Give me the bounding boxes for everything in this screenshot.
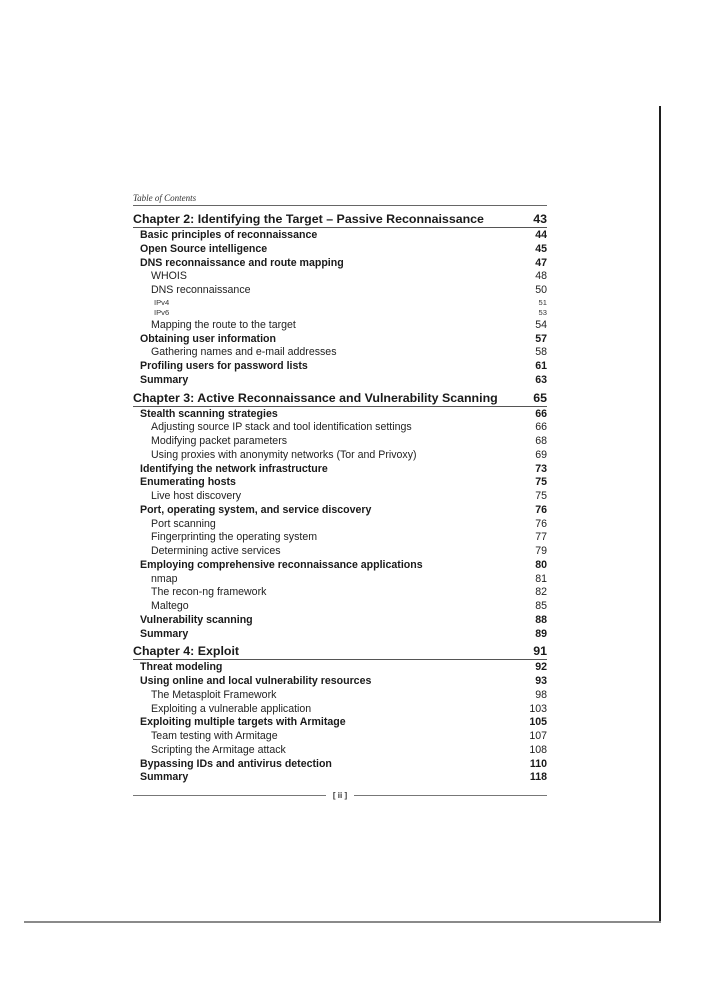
toc-entry-page: 47: [535, 256, 547, 269]
toc-entry-title: Summary: [140, 627, 189, 640]
toc-entry-page: 81: [535, 572, 547, 585]
toc-section[interactable]: [133, 476, 547, 490]
toc-subsection[interactable]: [133, 319, 547, 333]
toc-entry-title: Scripting the Armitage attack: [151, 743, 286, 756]
toc-section[interactable]: [133, 360, 547, 374]
toc-entry-title: WHOIS: [151, 270, 187, 283]
toc-entry-page: 48: [535, 270, 547, 283]
toc-subsection[interactable]: [133, 703, 547, 717]
toc-chapter-heading[interactable]: [133, 211, 547, 228]
toc-section[interactable]: [133, 408, 547, 422]
toc-subsection[interactable]: [133, 531, 547, 545]
toc-subsection[interactable]: [133, 421, 547, 435]
toc-section[interactable]: [133, 257, 547, 271]
toc-section[interactable]: [133, 675, 547, 689]
toc-entry-page: 110: [529, 757, 547, 770]
toc-entry-title: Stealth scanning strategies: [140, 407, 278, 420]
toc-subsection[interactable]: [133, 518, 547, 532]
toc-subsection[interactable]: [133, 490, 547, 504]
toc-entry-page: 66: [535, 407, 547, 420]
page-number: [ ii ]: [332, 790, 348, 800]
toc-entry-page: 76: [535, 517, 547, 530]
toc-subsection[interactable]: [133, 689, 547, 703]
toc-subsection[interactable]: [133, 573, 547, 587]
toc-entry-page: 108: [529, 743, 547, 756]
toc-entry-title: Gathering names and e-mail addresses: [151, 346, 337, 359]
toc-section[interactable]: [133, 628, 547, 642]
toc-entry-title: The recon-ng framework: [151, 586, 267, 599]
toc-entry-page: 68: [535, 435, 547, 447]
page-edge-right: [659, 106, 661, 923]
toc-entry-title: Chapter 3: Active Reconnaissance and Vulnerability Scanning: [133, 390, 498, 405]
toc-section[interactable]: [133, 229, 547, 243]
toc-entry-title: Threat modeling: [140, 661, 223, 674]
toc-entry-title: Team testing with Armitage: [151, 730, 278, 742]
toc-entry-title: Using online and local vulnerability resources: [140, 675, 372, 687]
toc-subsection[interactable]: [133, 346, 547, 360]
toc-entry-page: 53: [538, 308, 547, 318]
toc-entry-page: 54: [535, 318, 547, 331]
toc-subsection[interactable]: [133, 586, 547, 600]
toc-entry-title: Summary: [140, 771, 189, 784]
toc-entry-page: 105: [529, 716, 547, 729]
toc-section[interactable]: [133, 614, 547, 628]
toc-section[interactable]: [133, 504, 547, 518]
toc-section[interactable]: [133, 771, 547, 785]
toc-section[interactable]: [133, 243, 547, 257]
toc-entry-title: Mapping the route to the target: [151, 318, 296, 331]
toc-entry-page: 103: [529, 702, 547, 715]
toc-entry-page: 51: [538, 297, 547, 307]
toc-entry-page: 57: [535, 332, 547, 345]
toc-section[interactable]: [133, 716, 547, 730]
toc-chapter-heading[interactable]: [133, 390, 547, 407]
toc-entry-page: 44: [535, 229, 547, 241]
toc-entry-title: Enumerating hosts: [140, 476, 236, 489]
toc-entry-page: 85: [535, 600, 547, 612]
toc-entry-page: 89: [535, 627, 547, 640]
toc-section[interactable]: [133, 559, 547, 573]
toc-entry-page: 98: [535, 688, 547, 701]
toc-entry-page: 61: [535, 360, 547, 372]
toc-entry-title: Employing comprehensive reconnaissance applications: [140, 558, 423, 571]
toc-entry-title: Bypassing IDs and antivirus detection: [140, 757, 332, 770]
toc-entry-title: DNS reconnaissance and route mapping: [140, 256, 344, 269]
toc-entry-title: IPv6: [154, 308, 170, 318]
toc-section[interactable]: [133, 463, 547, 477]
toc-entry-title: Determining active services: [151, 545, 281, 557]
toc-entry-page: 58: [535, 346, 547, 359]
toc-section[interactable]: [133, 333, 547, 347]
page-footer: [133, 789, 547, 801]
toc-subsection[interactable]: [133, 270, 547, 284]
toc-entry-title: Open Source intelligence: [140, 242, 268, 255]
page-edge-bottom: [24, 921, 661, 923]
toc-entry-page: 79: [535, 545, 547, 557]
toc-entry-title: Maltego: [151, 600, 189, 612]
toc-entry-page: 75: [535, 490, 547, 502]
toc-entry-page: 80: [535, 558, 547, 571]
toc-entry-page: 63: [535, 373, 547, 386]
toc-list: [133, 211, 547, 785]
toc-entry-title: Obtaining user information: [140, 332, 276, 345]
toc-subsection[interactable]: [133, 600, 547, 614]
toc-entry-title: Chapter 4: Exploit: [133, 644, 240, 659]
toc-entry-title: Adjusting source IP stack and tool identification settings: [151, 421, 412, 434]
toc-subsection[interactable]: [133, 730, 547, 744]
toc-subsection[interactable]: [133, 449, 547, 463]
footer-rule-left: [133, 795, 326, 796]
toc-subsection[interactable]: [133, 435, 547, 449]
toc-entry-page: 88: [535, 613, 547, 626]
toc-entry-title: Exploiting multiple targets with Armitage: [140, 716, 346, 729]
toc-entry-title: IPv4: [154, 297, 170, 307]
toc-chapter-heading[interactable]: [133, 643, 547, 660]
footer-rule-right: [354, 795, 547, 796]
toc-subsection[interactable]: [133, 545, 547, 559]
toc-entry-page: 65: [533, 390, 547, 405]
running-head: Table of Contents: [133, 193, 547, 206]
toc-section[interactable]: [133, 661, 547, 675]
toc-entry-page: 43: [533, 212, 547, 226]
toc-entry-page: 66: [535, 421, 547, 434]
toc-entry-page: 92: [535, 661, 547, 674]
toc-entry-page: 50: [535, 284, 547, 296]
toc-entry-title: Live host discovery: [151, 490, 242, 502]
toc-entry-page: 45: [535, 242, 547, 255]
toc-entry-title: DNS reconnaissance: [151, 284, 251, 296]
toc-entry-page: 73: [535, 462, 547, 475]
toc-entry-title: Identifying the network infrastructure: [140, 462, 328, 475]
toc-subsubsection[interactable]: [133, 298, 547, 309]
toc-entry-title: Modifying packet parameters: [151, 435, 288, 447]
toc-subsection[interactable]: [133, 744, 547, 758]
toc-entry-page: 107: [529, 730, 547, 742]
toc-entry-title: Chapter 2: Identifying the Target – Passive Reconnaissance: [133, 212, 484, 226]
toc-entry-title: Exploiting a vulnerable application: [151, 702, 312, 715]
toc-entry-page: 82: [535, 586, 547, 599]
toc-entry-title: Using proxies with anonymity networks (Tor and Privoxy): [151, 448, 417, 461]
toc-entry-page: 93: [535, 675, 547, 687]
toc-section[interactable]: [133, 758, 547, 772]
toc-entry-title: Port, operating system, and service discovery: [140, 503, 372, 516]
toc-entry-page: 91: [533, 644, 547, 659]
toc-entry-page: 76: [535, 503, 547, 516]
toc-entry-page: 77: [535, 531, 547, 544]
toc-subsection[interactable]: [133, 284, 547, 298]
table-of-contents: [133, 193, 547, 785]
toc-entry-title: Basic principles of reconnaissance: [140, 229, 318, 241]
toc-entry-title: The Metasploit Framework: [151, 688, 277, 701]
toc-entry-page: 118: [529, 771, 547, 784]
toc-entry-title: Profiling users for password lists: [140, 360, 308, 372]
toc-section[interactable]: [133, 374, 547, 388]
toc-entry-page: 75: [535, 476, 547, 489]
toc-entry-title: Vulnerability scanning: [140, 613, 253, 626]
toc-entry-title: nmap: [151, 572, 178, 585]
toc-entry-page: 69: [535, 448, 547, 461]
toc-subsubsection[interactable]: [133, 308, 547, 319]
toc-entry-title: Port scanning: [151, 517, 216, 530]
toc-entry-title: Summary: [140, 373, 189, 386]
toc-entry-title: Fingerprinting the operating system: [151, 531, 318, 544]
